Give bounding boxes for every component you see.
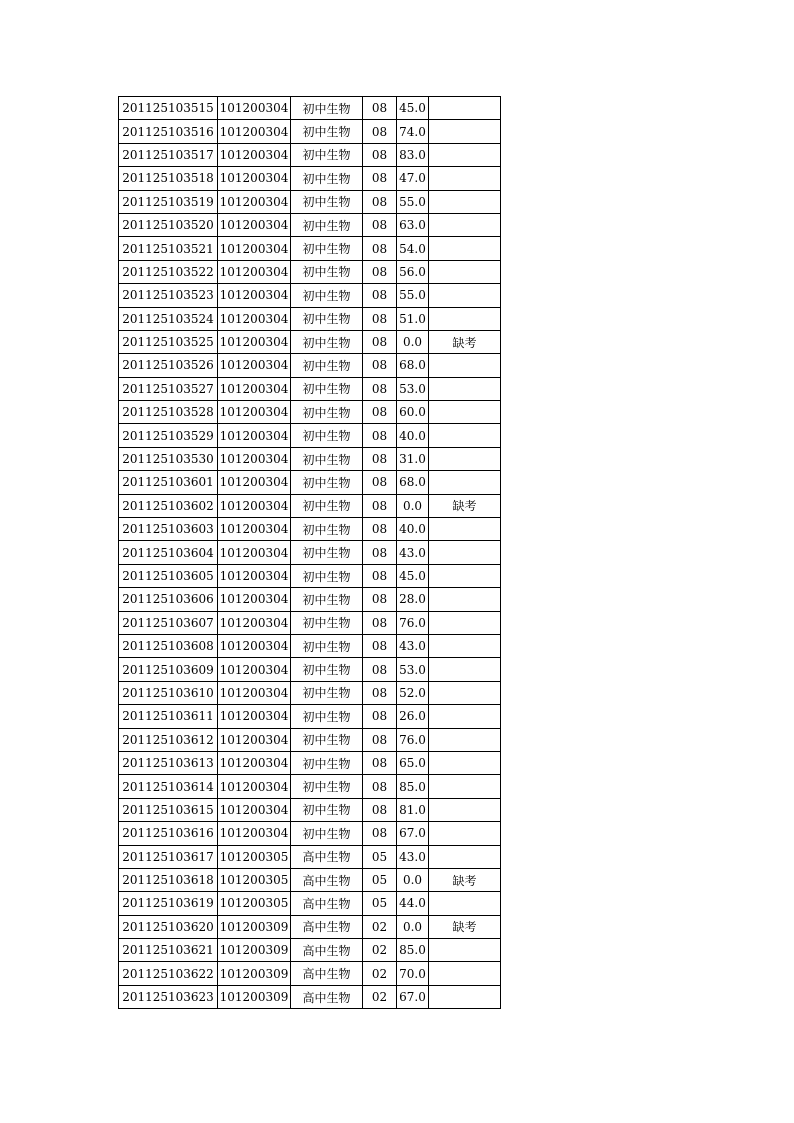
candidate-id-cell: 201125103518 bbox=[119, 167, 218, 190]
subject-cell: 高中生物 bbox=[291, 985, 363, 1008]
score-cell: 83.0 bbox=[397, 143, 429, 166]
subject-cell: 初中生物 bbox=[291, 751, 363, 774]
exam-code-cell: 101200304 bbox=[218, 190, 291, 213]
room-number-cell: 08 bbox=[363, 658, 397, 681]
score-table bbox=[118, 96, 501, 1009]
table-row bbox=[119, 915, 501, 938]
exam-code-cell: 101200304 bbox=[218, 97, 291, 120]
room-number-cell: 08 bbox=[363, 330, 397, 353]
subject-cell: 初中生物 bbox=[291, 447, 363, 470]
score-cell: 81.0 bbox=[397, 798, 429, 821]
score-cell: 85.0 bbox=[397, 939, 429, 962]
subject-cell: 初中生物 bbox=[291, 634, 363, 657]
subject-cell: 初中生物 bbox=[291, 518, 363, 541]
exam-code-cell: 101200304 bbox=[218, 541, 291, 564]
candidate-id-cell: 201125103620 bbox=[119, 915, 218, 938]
table-row bbox=[119, 681, 501, 704]
room-number-cell: 08 bbox=[363, 190, 397, 213]
exam-code-cell: 101200309 bbox=[218, 962, 291, 985]
table-row bbox=[119, 775, 501, 798]
candidate-id-cell: 201125103606 bbox=[119, 588, 218, 611]
remark-cell bbox=[429, 284, 501, 307]
exam-code-cell: 101200304 bbox=[218, 330, 291, 353]
remark-cell bbox=[429, 611, 501, 634]
score-cell: 45.0 bbox=[397, 564, 429, 587]
score-cell: 68.0 bbox=[397, 354, 429, 377]
remark-cell bbox=[429, 845, 501, 868]
score-cell: 53.0 bbox=[397, 658, 429, 681]
candidate-id-cell: 201125103529 bbox=[119, 424, 218, 447]
exam-code-cell: 101200304 bbox=[218, 237, 291, 260]
remark-cell bbox=[429, 307, 501, 330]
room-number-cell: 08 bbox=[363, 728, 397, 751]
subject-cell: 初中生物 bbox=[291, 167, 363, 190]
score-cell: 55.0 bbox=[397, 284, 429, 307]
score-cell: 55.0 bbox=[397, 190, 429, 213]
room-number-cell: 08 bbox=[363, 97, 397, 120]
table-row bbox=[119, 634, 501, 657]
score-cell: 0.0 bbox=[397, 330, 429, 353]
exam-code-cell: 101200304 bbox=[218, 798, 291, 821]
score-cell: 74.0 bbox=[397, 120, 429, 143]
exam-code-cell: 101200305 bbox=[218, 868, 291, 891]
remark-cell bbox=[429, 564, 501, 587]
subject-cell: 初中生物 bbox=[291, 681, 363, 704]
subject-cell: 初中生物 bbox=[291, 307, 363, 330]
candidate-id-cell: 201125103619 bbox=[119, 892, 218, 915]
candidate-id-cell: 201125103614 bbox=[119, 775, 218, 798]
room-number-cell: 08 bbox=[363, 588, 397, 611]
room-number-cell: 08 bbox=[363, 143, 397, 166]
room-number-cell: 08 bbox=[363, 798, 397, 821]
score-cell: 67.0 bbox=[397, 822, 429, 845]
remark-cell bbox=[429, 775, 501, 798]
table-row bbox=[119, 751, 501, 774]
candidate-id-cell: 201125103528 bbox=[119, 401, 218, 424]
remark-cell bbox=[429, 213, 501, 236]
candidate-id-cell: 201125103530 bbox=[119, 447, 218, 470]
score-cell: 53.0 bbox=[397, 377, 429, 400]
subject-cell: 初中生物 bbox=[291, 588, 363, 611]
candidate-id-cell: 201125103520 bbox=[119, 213, 218, 236]
remark-cell bbox=[429, 798, 501, 821]
exam-code-cell: 101200304 bbox=[218, 705, 291, 728]
room-number-cell: 05 bbox=[363, 845, 397, 868]
remark-cell bbox=[429, 190, 501, 213]
table-row bbox=[119, 822, 501, 845]
subject-cell: 初中生物 bbox=[291, 658, 363, 681]
candidate-id-cell: 201125103524 bbox=[119, 307, 218, 330]
candidate-id-cell: 201125103602 bbox=[119, 494, 218, 517]
subject-cell: 高中生物 bbox=[291, 915, 363, 938]
remark-cell bbox=[429, 541, 501, 564]
exam-code-cell: 101200304 bbox=[218, 611, 291, 634]
remark-cell bbox=[429, 518, 501, 541]
candidate-id-cell: 201125103515 bbox=[119, 97, 218, 120]
room-number-cell: 08 bbox=[363, 541, 397, 564]
remark-cell: 缺考 bbox=[429, 915, 501, 938]
remark-cell bbox=[429, 237, 501, 260]
exam-code-cell: 101200309 bbox=[218, 915, 291, 938]
exam-code-cell: 101200304 bbox=[218, 822, 291, 845]
room-number-cell: 02 bbox=[363, 985, 397, 1008]
score-cell: 43.0 bbox=[397, 845, 429, 868]
candidate-id-cell: 201125103621 bbox=[119, 939, 218, 962]
room-number-cell: 02 bbox=[363, 962, 397, 985]
exam-code-cell: 101200305 bbox=[218, 892, 291, 915]
exam-code-cell: 101200309 bbox=[218, 939, 291, 962]
subject-cell: 初中生物 bbox=[291, 260, 363, 283]
candidate-id-cell: 201125103615 bbox=[119, 798, 218, 821]
candidate-id-cell: 201125103611 bbox=[119, 705, 218, 728]
table-row bbox=[119, 97, 501, 120]
exam-code-cell: 101200304 bbox=[218, 447, 291, 470]
subject-cell: 初中生物 bbox=[291, 190, 363, 213]
subject-cell: 初中生物 bbox=[291, 97, 363, 120]
subject-cell: 初中生物 bbox=[291, 611, 363, 634]
candidate-id-cell: 201125103526 bbox=[119, 354, 218, 377]
remark-cell bbox=[429, 634, 501, 657]
subject-cell: 初中生物 bbox=[291, 424, 363, 447]
remark-cell: 缺考 bbox=[429, 868, 501, 891]
candidate-id-cell: 201125103605 bbox=[119, 564, 218, 587]
subject-cell: 初中生物 bbox=[291, 377, 363, 400]
exam-code-cell: 101200304 bbox=[218, 377, 291, 400]
room-number-cell: 02 bbox=[363, 939, 397, 962]
room-number-cell: 08 bbox=[363, 705, 397, 728]
remark-cell bbox=[429, 728, 501, 751]
candidate-id-cell: 201125103516 bbox=[119, 120, 218, 143]
score-cell: 40.0 bbox=[397, 518, 429, 541]
remark-cell: 缺考 bbox=[429, 494, 501, 517]
remark-cell bbox=[429, 751, 501, 774]
subject-cell: 初中生物 bbox=[291, 120, 363, 143]
exam-code-cell: 101200304 bbox=[218, 751, 291, 774]
table-row bbox=[119, 307, 501, 330]
remark-cell bbox=[429, 658, 501, 681]
exam-code-cell: 101200309 bbox=[218, 985, 291, 1008]
room-number-cell: 08 bbox=[363, 822, 397, 845]
table-row bbox=[119, 447, 501, 470]
table-row bbox=[119, 494, 501, 517]
candidate-id-cell: 201125103521 bbox=[119, 237, 218, 260]
room-number-cell: 08 bbox=[363, 167, 397, 190]
subject-cell: 初中生物 bbox=[291, 213, 363, 236]
exam-code-cell: 101200304 bbox=[218, 307, 291, 330]
candidate-id-cell: 201125103612 bbox=[119, 728, 218, 751]
exam-code-cell: 101200304 bbox=[218, 260, 291, 283]
exam-code-cell: 101200304 bbox=[218, 213, 291, 236]
score-cell: 43.0 bbox=[397, 634, 429, 657]
remark-cell bbox=[429, 424, 501, 447]
score-cell: 52.0 bbox=[397, 681, 429, 704]
room-number-cell: 08 bbox=[363, 354, 397, 377]
table-row bbox=[119, 541, 501, 564]
score-cell: 60.0 bbox=[397, 401, 429, 424]
room-number-cell: 08 bbox=[363, 471, 397, 494]
candidate-id-cell: 201125103610 bbox=[119, 681, 218, 704]
score-cell: 28.0 bbox=[397, 588, 429, 611]
candidate-id-cell: 201125103603 bbox=[119, 518, 218, 541]
score-cell: 47.0 bbox=[397, 167, 429, 190]
subject-cell: 高中生物 bbox=[291, 892, 363, 915]
table-row bbox=[119, 611, 501, 634]
score-cell: 76.0 bbox=[397, 611, 429, 634]
remark-cell bbox=[429, 260, 501, 283]
candidate-id-cell: 201125103618 bbox=[119, 868, 218, 891]
table-row bbox=[119, 424, 501, 447]
table-row bbox=[119, 962, 501, 985]
remark-cell bbox=[429, 985, 501, 1008]
room-number-cell: 08 bbox=[363, 260, 397, 283]
candidate-id-cell: 201125103617 bbox=[119, 845, 218, 868]
remark-cell bbox=[429, 120, 501, 143]
room-number-cell: 02 bbox=[363, 915, 397, 938]
table-row bbox=[119, 939, 501, 962]
room-number-cell: 08 bbox=[363, 564, 397, 587]
remark-cell bbox=[429, 822, 501, 845]
subject-cell: 初中生物 bbox=[291, 798, 363, 821]
score-table-body bbox=[119, 97, 501, 1009]
exam-code-cell: 101200304 bbox=[218, 424, 291, 447]
score-cell: 26.0 bbox=[397, 705, 429, 728]
score-cell: 63.0 bbox=[397, 213, 429, 236]
room-number-cell: 08 bbox=[363, 377, 397, 400]
score-cell: 31.0 bbox=[397, 447, 429, 470]
score-cell: 0.0 bbox=[397, 868, 429, 891]
room-number-cell: 08 bbox=[363, 213, 397, 236]
table-row bbox=[119, 845, 501, 868]
remark-cell bbox=[429, 939, 501, 962]
subject-cell: 初中生物 bbox=[291, 541, 363, 564]
score-cell: 65.0 bbox=[397, 751, 429, 774]
exam-code-cell: 101200305 bbox=[218, 845, 291, 868]
remark-cell bbox=[429, 588, 501, 611]
room-number-cell: 08 bbox=[363, 775, 397, 798]
remark-cell bbox=[429, 97, 501, 120]
subject-cell: 初中生物 bbox=[291, 143, 363, 166]
table-row bbox=[119, 985, 501, 1008]
score-cell: 45.0 bbox=[397, 97, 429, 120]
candidate-id-cell: 201125103527 bbox=[119, 377, 218, 400]
table-row bbox=[119, 167, 501, 190]
exam-code-cell: 101200304 bbox=[218, 681, 291, 704]
candidate-id-cell: 201125103519 bbox=[119, 190, 218, 213]
subject-cell: 初中生物 bbox=[291, 822, 363, 845]
exam-code-cell: 101200304 bbox=[218, 728, 291, 751]
room-number-cell: 05 bbox=[363, 868, 397, 891]
table-row bbox=[119, 564, 501, 587]
score-cell: 54.0 bbox=[397, 237, 429, 260]
candidate-id-cell: 201125103517 bbox=[119, 143, 218, 166]
remark-cell bbox=[429, 401, 501, 424]
exam-code-cell: 101200304 bbox=[218, 120, 291, 143]
exam-code-cell: 101200304 bbox=[218, 494, 291, 517]
room-number-cell: 08 bbox=[363, 237, 397, 260]
candidate-id-cell: 201125103523 bbox=[119, 284, 218, 307]
remark-cell bbox=[429, 962, 501, 985]
table-row bbox=[119, 471, 501, 494]
table-row bbox=[119, 798, 501, 821]
table-row bbox=[119, 190, 501, 213]
table-row bbox=[119, 330, 501, 353]
score-cell: 70.0 bbox=[397, 962, 429, 985]
score-cell: 43.0 bbox=[397, 541, 429, 564]
table-row bbox=[119, 892, 501, 915]
room-number-cell: 08 bbox=[363, 518, 397, 541]
subject-cell: 初中生物 bbox=[291, 401, 363, 424]
room-number-cell: 08 bbox=[363, 401, 397, 424]
room-number-cell: 08 bbox=[363, 120, 397, 143]
room-number-cell: 08 bbox=[363, 447, 397, 470]
room-number-cell: 08 bbox=[363, 284, 397, 307]
room-number-cell: 08 bbox=[363, 751, 397, 774]
exam-code-cell: 101200304 bbox=[218, 167, 291, 190]
table-row bbox=[119, 658, 501, 681]
table-row bbox=[119, 237, 501, 260]
table-row bbox=[119, 284, 501, 307]
room-number-cell: 08 bbox=[363, 681, 397, 704]
score-cell: 51.0 bbox=[397, 307, 429, 330]
exam-code-cell: 101200304 bbox=[218, 564, 291, 587]
candidate-id-cell: 201125103607 bbox=[119, 611, 218, 634]
table-row bbox=[119, 728, 501, 751]
subject-cell: 初中生物 bbox=[291, 775, 363, 798]
subject-cell: 初中生物 bbox=[291, 705, 363, 728]
candidate-id-cell: 201125103601 bbox=[119, 471, 218, 494]
candidate-id-cell: 201125103613 bbox=[119, 751, 218, 774]
table-row bbox=[119, 120, 501, 143]
subject-cell: 初中生物 bbox=[291, 494, 363, 517]
subject-cell: 高中生物 bbox=[291, 939, 363, 962]
exam-code-cell: 101200304 bbox=[218, 518, 291, 541]
score-cell: 0.0 bbox=[397, 915, 429, 938]
candidate-id-cell: 201125103525 bbox=[119, 330, 218, 353]
room-number-cell: 08 bbox=[363, 307, 397, 330]
remark-cell bbox=[429, 377, 501, 400]
exam-code-cell: 101200304 bbox=[218, 143, 291, 166]
remark-cell bbox=[429, 705, 501, 728]
room-number-cell: 08 bbox=[363, 494, 397, 517]
table-row bbox=[119, 377, 501, 400]
exam-code-cell: 101200304 bbox=[218, 775, 291, 798]
remark-cell bbox=[429, 143, 501, 166]
remark-cell: 缺考 bbox=[429, 330, 501, 353]
score-cell: 44.0 bbox=[397, 892, 429, 915]
subject-cell: 初中生物 bbox=[291, 564, 363, 587]
subject-cell: 初中生物 bbox=[291, 728, 363, 751]
remark-cell bbox=[429, 447, 501, 470]
remark-cell bbox=[429, 471, 501, 494]
subject-cell: 初中生物 bbox=[291, 237, 363, 260]
subject-cell: 高中生物 bbox=[291, 962, 363, 985]
remark-cell bbox=[429, 681, 501, 704]
table-row bbox=[119, 518, 501, 541]
exam-code-cell: 101200304 bbox=[218, 471, 291, 494]
exam-code-cell: 101200304 bbox=[218, 658, 291, 681]
subject-cell: 初中生物 bbox=[291, 284, 363, 307]
candidate-id-cell: 201125103622 bbox=[119, 962, 218, 985]
candidate-id-cell: 201125103604 bbox=[119, 541, 218, 564]
subject-cell: 初中生物 bbox=[291, 330, 363, 353]
subject-cell: 高中生物 bbox=[291, 845, 363, 868]
exam-code-cell: 101200304 bbox=[218, 588, 291, 611]
room-number-cell: 08 bbox=[363, 634, 397, 657]
score-cell: 56.0 bbox=[397, 260, 429, 283]
score-cell: 85.0 bbox=[397, 775, 429, 798]
remark-cell bbox=[429, 892, 501, 915]
exam-code-cell: 101200304 bbox=[218, 634, 291, 657]
candidate-id-cell: 201125103616 bbox=[119, 822, 218, 845]
exam-code-cell: 101200304 bbox=[218, 284, 291, 307]
candidate-id-cell: 201125103623 bbox=[119, 985, 218, 1008]
table-row bbox=[119, 143, 501, 166]
room-number-cell: 08 bbox=[363, 424, 397, 447]
remark-cell bbox=[429, 354, 501, 377]
table-row bbox=[119, 260, 501, 283]
score-cell: 0.0 bbox=[397, 494, 429, 517]
table-row bbox=[119, 705, 501, 728]
candidate-id-cell: 201125103609 bbox=[119, 658, 218, 681]
room-number-cell: 08 bbox=[363, 611, 397, 634]
table-row bbox=[119, 401, 501, 424]
candidate-id-cell: 201125103608 bbox=[119, 634, 218, 657]
score-cell: 40.0 bbox=[397, 424, 429, 447]
table-row bbox=[119, 354, 501, 377]
exam-code-cell: 101200304 bbox=[218, 401, 291, 424]
table-row bbox=[119, 588, 501, 611]
subject-cell: 初中生物 bbox=[291, 471, 363, 494]
table-row bbox=[119, 868, 501, 891]
subject-cell: 初中生物 bbox=[291, 354, 363, 377]
remark-cell bbox=[429, 167, 501, 190]
candidate-id-cell: 201125103522 bbox=[119, 260, 218, 283]
table-row bbox=[119, 213, 501, 236]
score-cell: 76.0 bbox=[397, 728, 429, 751]
score-cell: 67.0 bbox=[397, 985, 429, 1008]
exam-code-cell: 101200304 bbox=[218, 354, 291, 377]
room-number-cell: 05 bbox=[363, 892, 397, 915]
subject-cell: 高中生物 bbox=[291, 868, 363, 891]
score-cell: 68.0 bbox=[397, 471, 429, 494]
